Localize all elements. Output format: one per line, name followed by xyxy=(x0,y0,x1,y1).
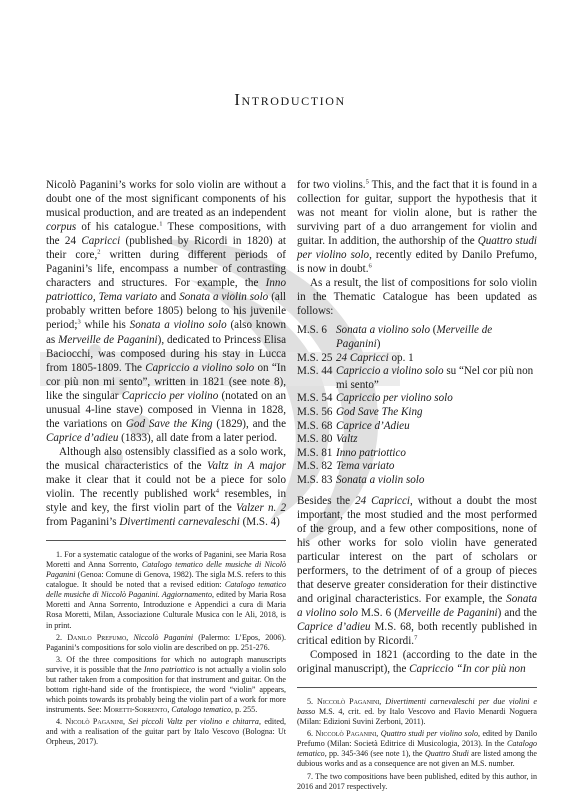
italic-text: Divertimenti carnevaleschi xyxy=(119,516,240,529)
italic-text: corpus xyxy=(46,221,77,234)
italic-text: Sonata a violin solo xyxy=(179,291,269,304)
italic-text: Quattro studi per violino solo xyxy=(380,729,478,739)
catalogue-number: M.S. 82 xyxy=(297,460,333,473)
catalogue-title xyxy=(336,474,537,488)
author-name: Nicolò Paganini xyxy=(65,716,124,726)
footnote: 1. For a systematic catalogue of the works of Paganini, see Maria Rosa Moretti and Anna Sorrento, Catalogo tematico delle musiche di Nicolò Paganini (Genoa: Comune di Genova, 1982). The sigla M.S. refers to this catalogue. It should be noted that a revised edition: Catalogo tematico delle musiche di Niccolò Paganini. Aggiornamento, edited by Maria Rosa Moretti and Anna Sorrento, Introduzione e Appendici a cura di Maria Rosa Moretti, Milan, Associazione Culturale Musica con le Ali, 2018, is in print. xyxy=(46,550,286,630)
catalogue-row xyxy=(297,420,537,434)
catalogue-row xyxy=(297,324,537,351)
italic-text: Catalogo tematico xyxy=(297,739,537,759)
footnote-ref: 1 xyxy=(159,220,163,228)
body-paragraph: Composed in 1821 (according to the date in the original manuscript), the Capriccio “In cor più non xyxy=(297,649,537,676)
catalogue-title xyxy=(336,392,537,406)
italic-text: Catalogo tematico delle musiche di Niccolò Paganini. Aggiornamento xyxy=(46,580,286,600)
catalogue-title: Capriccio a violino solo su “Nel cor più non mi sento” xyxy=(336,365,534,391)
catalogue-row xyxy=(297,474,537,488)
body-paragraph: Although also ostensibly classified as a solo work, the musical characteristics of the Valtz in A major make it clear that it could not be a piece for solo violin. The recently published work$^4$ resembles, in style and key, the first violin part of the Valzer n. 2 from Paganini’s Divertimenti carnevaleschi (M.S. 4) xyxy=(46,445,286,529)
left-column xyxy=(46,178,286,749)
body-paragraph: As a result, the list of compositions for solo violin in the Thematic Catalogue has been updated as follows: xyxy=(297,277,537,318)
italic-text: Sonata a violino solo xyxy=(129,319,227,332)
italic-text: Merveille de Paganini xyxy=(336,324,493,351)
italic-text: Inno patriottico xyxy=(143,664,195,674)
catalogue-title xyxy=(336,420,537,434)
italic-text: Capriccio per violino xyxy=(121,389,219,402)
footnote-ref: 2 xyxy=(97,248,101,256)
catalogue-row xyxy=(297,433,537,447)
italic-text: Capriccio a violino solo xyxy=(336,365,444,378)
italic-text: Valzer n. 2 xyxy=(236,502,286,515)
catalogue-list xyxy=(297,324,537,487)
catalogue-row xyxy=(297,447,537,461)
catalogue-row xyxy=(297,392,537,406)
italic-text: Valtz in A major xyxy=(206,459,286,472)
italic-text: Sei piccoli Valtz per violino e chitarra xyxy=(128,716,259,726)
catalogue-title: Sonata a violino solo (Merveille de Paganini) xyxy=(336,324,493,351)
catalogue-title xyxy=(336,447,537,461)
catalogue-row xyxy=(297,460,537,474)
catalogue-row xyxy=(297,406,537,420)
footnote-ref: 3 xyxy=(77,318,81,326)
catalogue-row xyxy=(297,352,537,366)
catalogue-number: M.S. 68 xyxy=(297,419,333,432)
footnote-ref: 7 xyxy=(414,634,418,642)
footnote: 6. Niccolò Paganini, Quattro studi per violino solo, edited by Danilo Prefumo (Milan: Società Editrice di Musicologia, 2013). In the Catalogo tematico, pp. 345-346 (see note 1), the Quattro Studi are listed among the dubious works and as a consequence are not given an M.S. number. xyxy=(297,729,538,769)
italic-text: Sonata a violino solo xyxy=(336,324,430,337)
body-paragraph: Besides the 24 Capricci, without a doubt the most important, the most studied and the most performed of the group, and a few other compositions, none of his other works for solo violin have generated particular interest on the part of scholars or performers, to the detriment of of a group of pieces that deserve greater consideration for their distinctive and original characteristics. For example, the Sonata a violino solo M.S. 6 (Merveille de Paganini) and the Caprice d’adieu M.S. 68, both recently published in critical edition by Ricordi.$^7$ xyxy=(297,494,537,648)
author-name: Niccolò Paganini xyxy=(315,729,377,739)
footnote-ref: 6 xyxy=(368,262,372,270)
italic-text: God Save The King xyxy=(336,406,423,419)
footnote-ref: 4 xyxy=(215,487,220,495)
catalogue-number: M.S. 44 xyxy=(297,365,333,378)
footnotes xyxy=(297,697,537,791)
footnote: 7. The two compositions have been published, edited by this author, in 2016 and 2017 respectively. xyxy=(297,771,537,791)
italic-text: God Save the King xyxy=(125,417,213,430)
right-column xyxy=(297,178,537,794)
italic-text: Inno patriottico xyxy=(336,446,406,459)
footnote-rule xyxy=(297,687,537,688)
italic-text: Sonata a violino solo xyxy=(297,592,537,619)
catalogue-title xyxy=(336,406,537,420)
catalogue-number: M.S. 81 xyxy=(297,446,333,459)
italic-text: Niccolò Paganini xyxy=(133,632,194,642)
footnote-ref: 5 xyxy=(365,178,369,186)
page-title: Introduction xyxy=(234,90,346,109)
footnote: 3. Of the three compositions for which no autograph manuscripts survive, it is possible that the Inno patriottico is not actually a violin solo but rather taken from a composition for that instrument and guitar. On the bottom right-hand side of the frontispiece, the word “violin” appears, which points towards its probably being the violin part of a work for more instruments. See: Moretti-Sorrento, Catalogo tematico, p. 255. xyxy=(46,654,286,714)
italic-text: Capriccio per violino solo xyxy=(336,392,453,405)
catalogue-row xyxy=(297,365,537,392)
footnotes xyxy=(46,550,286,747)
footnote: 2. Danilo Prefumo, Niccolò Paganini (Palermo: L’Epos, 2006). Paganini’s compositions for solo violin are described on pp. 251-276. xyxy=(46,632,287,652)
italic-text: Catalogo tematico delle musiche di Nicolò Paganini xyxy=(46,560,286,580)
italic-text: Merveille de Paganini xyxy=(58,333,158,346)
footnote: 4. Nicolò Paganini, Sei piccoli Valtz per violino e chitarra, edited, and with a realisation of the guitar part by Italo Vescovo (Bologna: Ut Orpheus, 2017). xyxy=(46,716,286,747)
italic-text: Caprice d’adieu xyxy=(297,621,371,634)
catalogue-number: M.S. 54 xyxy=(297,392,333,405)
italic-text: Tema variato xyxy=(336,460,395,473)
italic-text: Catalogo tematico xyxy=(171,704,232,714)
italic-text: Divertimenti carnevaleschi per due violini e basso xyxy=(297,697,537,717)
italic-text: Merveille de Paganini xyxy=(397,606,498,619)
body-paragraph: Nicolò Paganini’s works for solo violin are without a doubt one of the most significant components of his musical production, and are treated as an independent corpus of his catalogue.$^1$ These compositions, with the 24 Capricci (published by Ricordi in 1820) at their core,$^2$ written during different periods of Paganini’s life, encompass a number of contrasting characters and structures. For example, the Inno patriottico, Tema variato and Sonata a violin solo (all probably written before 1805) belong to his juvenile period;$^3$ while his Sonata a violino solo (also known as Merveille de Paganini), dedicated to Princess Elisa Baciocchi, was composed during his stay in Lucca from 1805-1809. The Capriccio a violino solo on “In cor più non mi sento”, written in 1821 (see note 8), like the singular Capriccio per violino (notated on an unusual 4-line stave) composed in Vienna in 1828, the variations on God Save the King (1829), and the Caprice d’adieu (1833), all date from a later period. xyxy=(46,179,287,444)
catalogue-number: M.S. 83 xyxy=(297,474,333,486)
italic-text: Quattro Studi xyxy=(424,749,469,759)
italic-text: Sonata a violin solo xyxy=(336,474,425,486)
italic-text: Quattro studi per violino solo xyxy=(297,235,537,262)
body-paragraph: for two violins.$^5$ This, and the fact that it is found in a collection for guitar, support the hypothesis that it was not meant for violin alone, but is rather the surviving part of a duo arrangement for violin and guitar. In addition, the authorship of the Quattro studi per violino solo, recently edited by Danilo Prefumo, is now in doubt.$^6$ xyxy=(297,178,538,276)
catalogue-title xyxy=(336,460,537,474)
italic-text: Capricci xyxy=(81,235,121,248)
author-name: Danilo Prefumo xyxy=(67,632,127,642)
italic-text: Caprice d’adieu xyxy=(46,431,119,444)
italic-text: Capriccio “In cor più non xyxy=(409,663,526,676)
italic-text: 24 Capricci xyxy=(355,494,410,507)
author-name: Moretti-Sorrento xyxy=(103,704,168,714)
catalogue-number: M.S. 6 xyxy=(297,324,327,337)
italic-text: Valtz xyxy=(336,433,358,446)
author-name: Niccolò Paganini xyxy=(317,697,380,707)
italic-text: 24 Capricci xyxy=(336,351,389,364)
italic-text: Caprice d’Adieu xyxy=(336,419,410,432)
italic-text: Inno patriottico, Tema variato xyxy=(46,277,286,304)
catalogue-title: 24 Capricci op. 1 xyxy=(336,351,414,364)
italic-text: Capriccio a violino solo xyxy=(145,361,255,374)
catalogue-number: M.S. 80 xyxy=(297,433,333,446)
footnote: 5. Niccolò Paganini, Divertimenti carnevaleschi per due violini e basso M.S. 4, crit. ed. by Italo Vescovo and Flavio Menardi Noguera (Milan: Edizioni Suvini Zerboni, 2011). xyxy=(297,697,537,727)
catalogue-number: M.S. 25 xyxy=(297,351,333,364)
catalogue-number: M.S. 56 xyxy=(297,406,333,419)
footnote-rule xyxy=(46,540,286,541)
catalogue-title xyxy=(336,433,537,447)
